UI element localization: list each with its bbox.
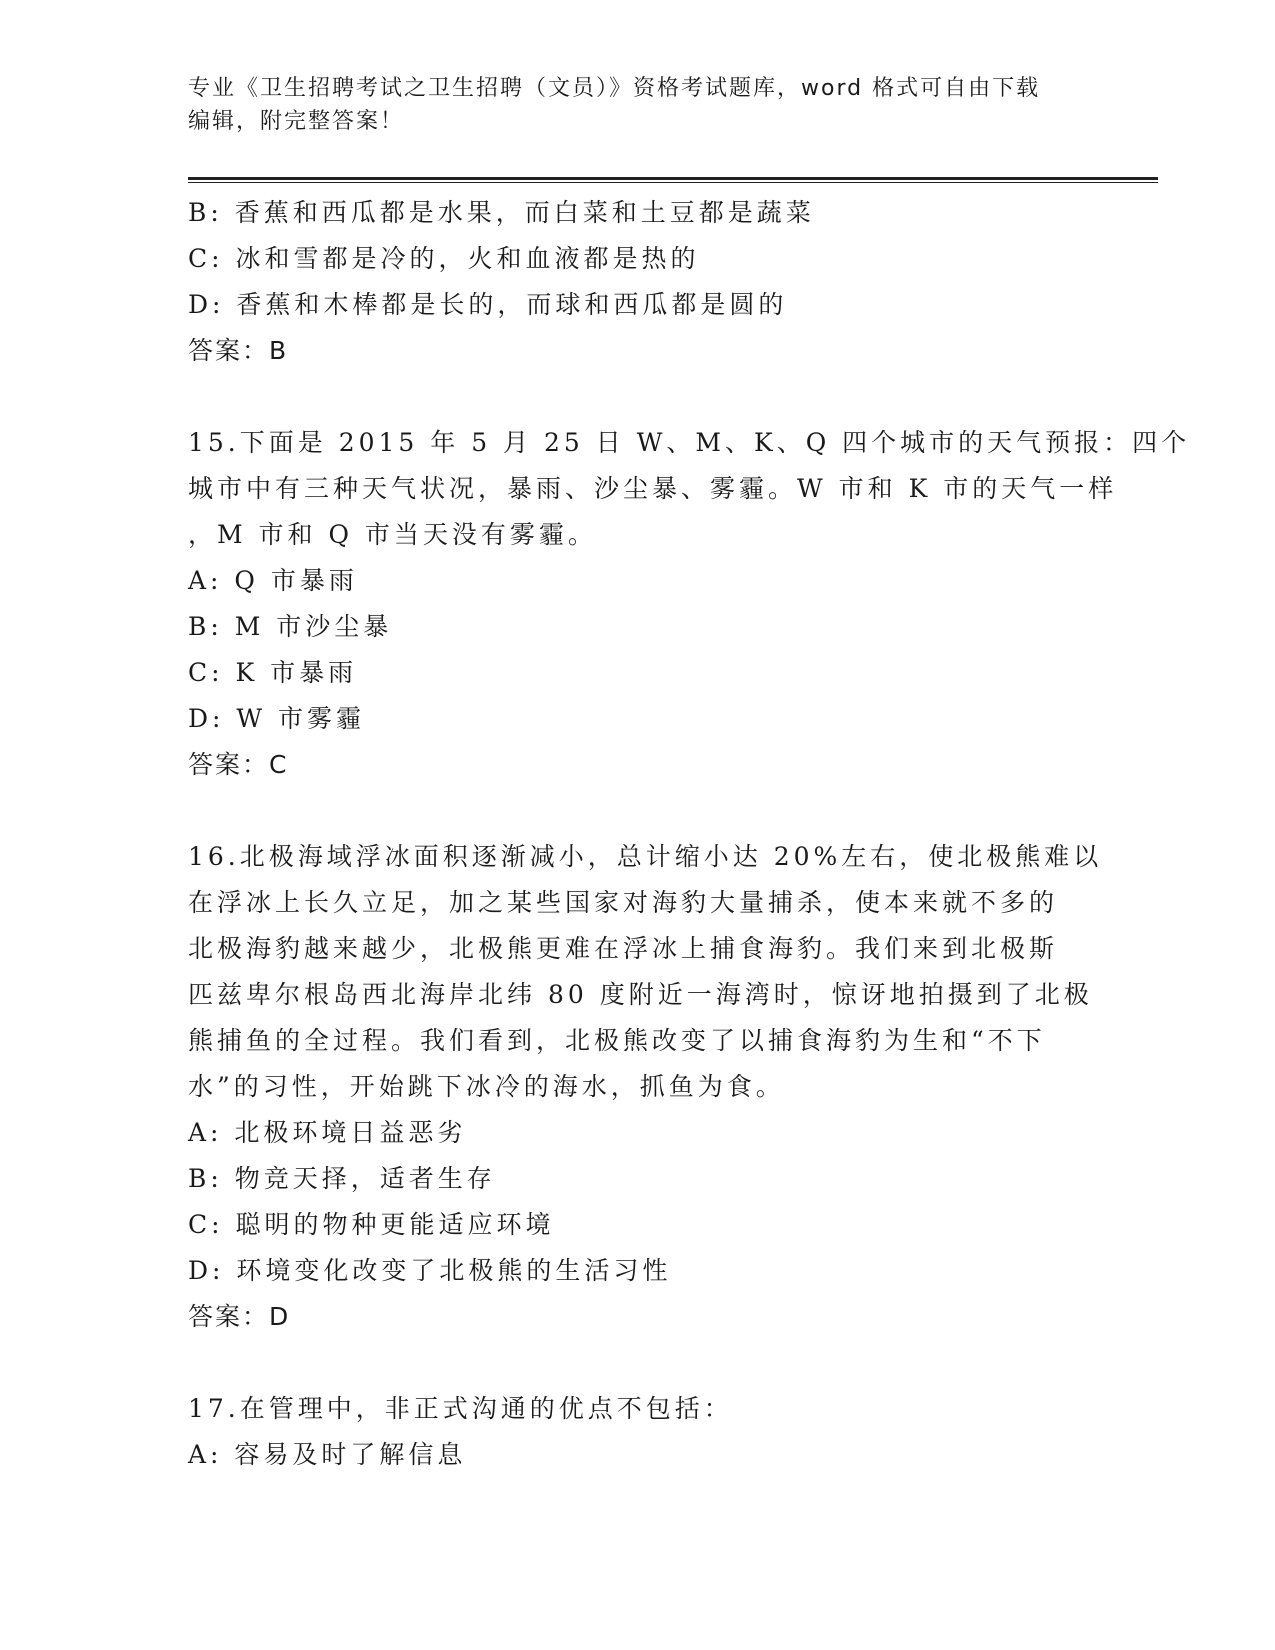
question-list — [188, 190, 1191, 1478]
question-stem-line: 匹兹卑尔根岛西北海岸北纬 80 度附近一海湾时，惊讶地拍摄到了北极 — [188, 980, 1093, 1009]
question-stem-line: 15.下面是 2015 年 5 月 25 日 W、M、K、Q 四个城市的天气预报：四个 — [188, 428, 1191, 457]
option-d: D: 香蕉和木棒都是长的，而球和西瓜都是圆的 — [188, 290, 788, 319]
answer-label: 答案：B — [188, 336, 289, 365]
option-d: D: W 市雾霾 — [188, 704, 366, 733]
option-b: B: 物竞天择，适者生存 — [188, 1164, 496, 1193]
question-14 — [188, 190, 1088, 374]
option-c: C: 冰和雪都是冷的，火和血液都是热的 — [188, 244, 700, 273]
option-a: A: 北极环境日益恶劣 — [188, 1118, 467, 1147]
question-stem-line: 北极海豹越来越少，北极熊更难在浮冰上捕食海豹。我们来到北极斯 — [188, 934, 1059, 963]
answer-label: 答案：D — [188, 1302, 291, 1331]
question-stem-line: 17.在管理中，非正式沟通的优点不包括： — [188, 1394, 733, 1423]
option-a: A: 容易及时了解信息 — [188, 1440, 467, 1469]
question-stem-line: 16.北极海域浮冰面积逐渐减小，总计缩小达 20%左右，使北极熊难以 — [188, 842, 1103, 871]
option-b: B: 香蕉和西瓜都是水果，而白菜和土豆都是蔬菜 — [188, 198, 815, 227]
question-17 — [188, 1386, 1088, 1478]
option-c: C: 聪明的物种更能适应环境 — [188, 1210, 555, 1239]
spacer — [188, 374, 1088, 420]
question-stem-line: 在浮冰上长久立足，加之某些国家对海豹大量捕杀，使本来就不多的 — [188, 888, 1059, 917]
question-stem-line: 水”的习性，开始跳下冰冷的海水，抓鱼为食。 — [188, 1072, 785, 1101]
question-16 — [188, 834, 1103, 1340]
question-stem-line: ，M 市和 Q 市当天没有雾霾。 — [188, 520, 597, 549]
spacer — [188, 1340, 1088, 1386]
question-15 — [188, 420, 1191, 788]
header-divider-thin — [188, 182, 1158, 183]
question-stem-line: 城市中有三种天气状况，暴雨、沙尘暴、雾霾。W 市和 K 市的天气一样 — [188, 474, 1118, 503]
spacer — [188, 788, 1088, 834]
document-header — [188, 72, 1088, 138]
option-b: B: M 市沙尘暴 — [188, 612, 393, 641]
option-d: D: 环境变化改变了北极熊的生活习性 — [188, 1256, 672, 1285]
header-line-1: 专业《卫生招聘考试之卫生招聘（文员）》资格考试题库，word 格式可自由下载 — [188, 76, 1041, 101]
question-stem-line: 熊捕鱼的全过程。我们看到，北极熊改变了以捕食海豹为生和“不下 — [188, 1026, 1046, 1055]
header-line-2: 编辑，附完整答案！ — [188, 109, 405, 134]
answer-label: 答案：C — [188, 750, 289, 779]
header-divider-thick — [188, 177, 1158, 180]
option-a: A: Q 市暴雨 — [188, 566, 358, 595]
option-c: C: K 市暴雨 — [188, 658, 358, 687]
